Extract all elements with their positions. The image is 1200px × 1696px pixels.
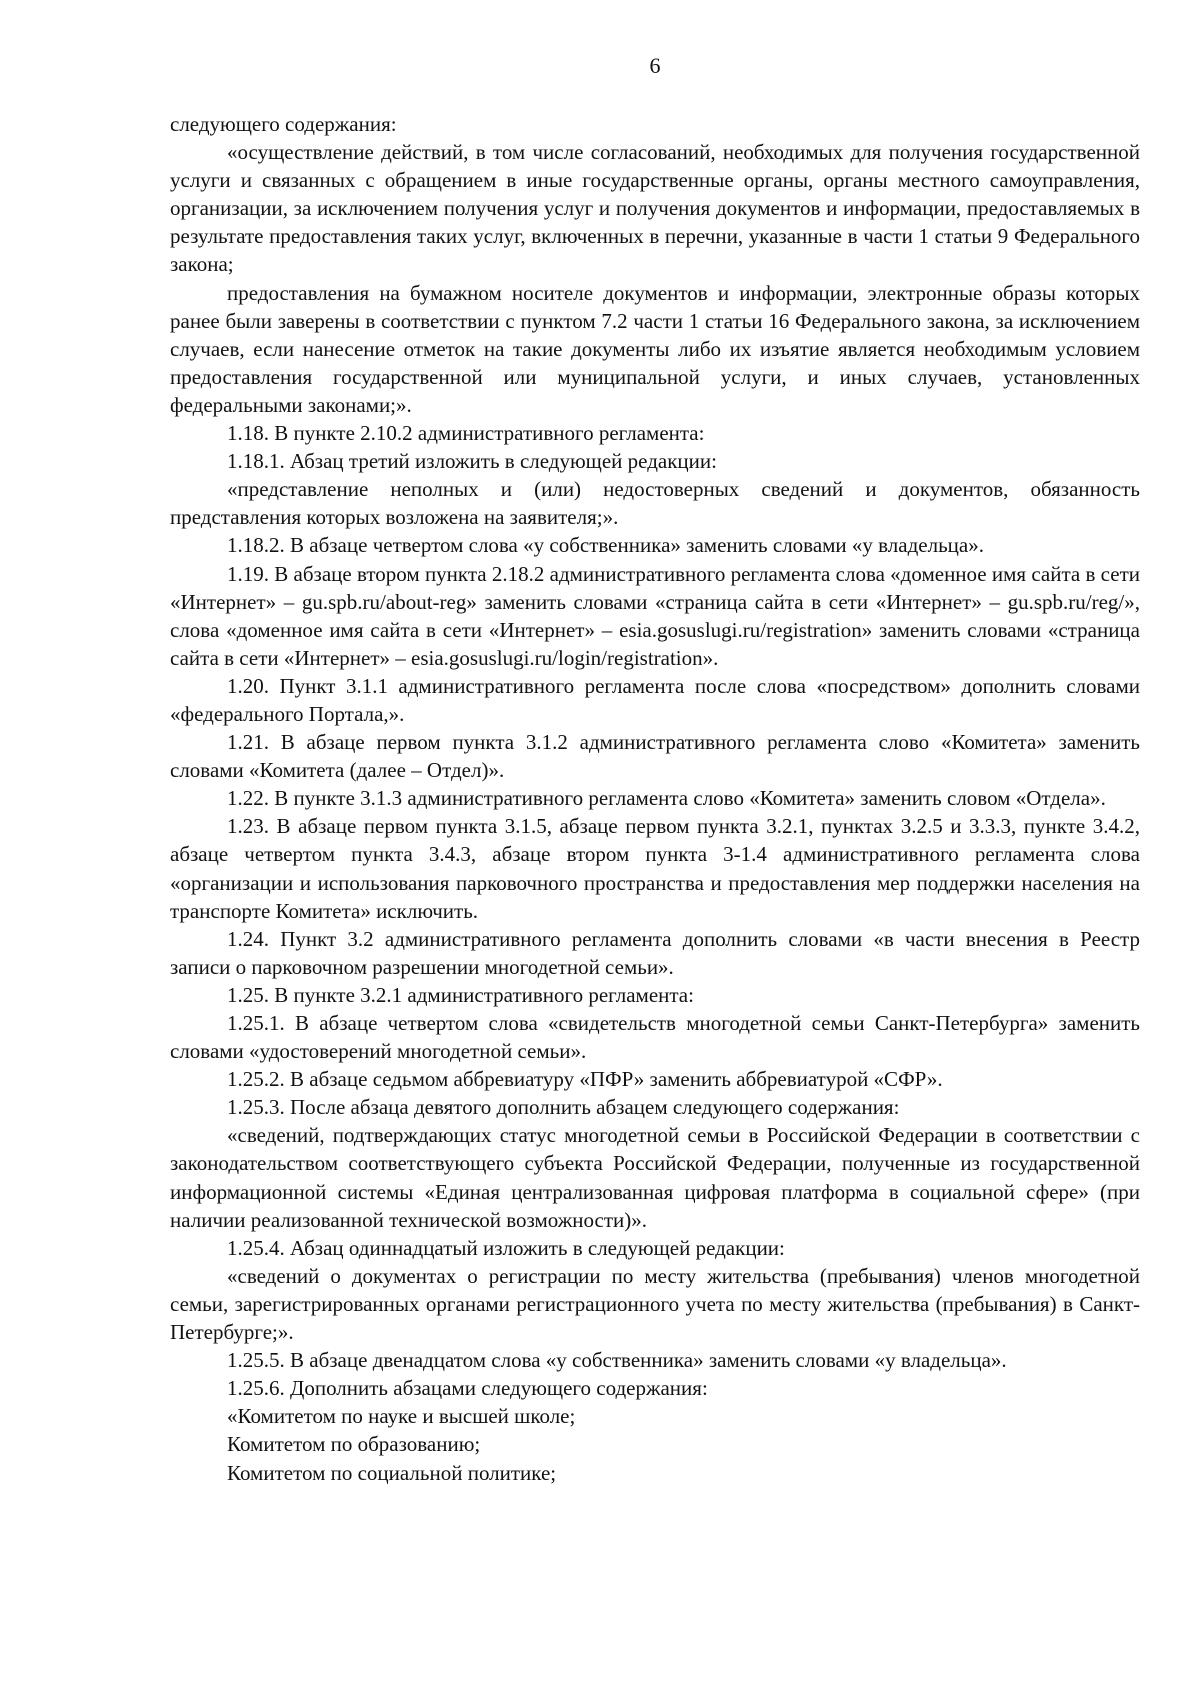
paragraph: «представление неполных и (или) недостоверных сведений и документов, обязанность представления которых возложена на заявителя;». <box>170 477 1140 530</box>
paragraph: 1.20. Пункт 3.1.1 административного регламента после слова «посредством» дополнить словами «федерального Портала,». <box>170 673 1140 726</box>
paragraph: Комитетом по образованию; <box>227 1432 481 1457</box>
paragraph: 1.18. В пункте 2.10.2 административного регламента: <box>227 421 705 446</box>
paragraph: 1.25.6. Дополнить абзацами следующего содержания: <box>227 1376 708 1401</box>
paragraph: «Комитетом по науке и высшей школе; <box>227 1404 576 1429</box>
paragraph: 1.25. В пункте 3.2.1 административного регламента: <box>227 982 694 1007</box>
paragraph: 1.23. В абзаце первом пункта 3.1.5, абзаце первом пункта 3.2.1, пунктах 3.2.5 и 3.3.3, пункте 3.4.2, абзаце четвертом пункта 3.4.3, абзаце втором пункта 3-1.4 административного регламента слова «организации и использования парковочного пространства и предоставления мер поддержки населения на транспорте Комитета» исключить. <box>170 814 1140 923</box>
paragraph: 1.22. В пункте 3.1.3 административного регламента слово «Комитета» заменить словом «Отдела». <box>227 786 1106 811</box>
paragraph: «осуществление действий, в том числе согласований, необходимых для получения государственной услуги и связанных с обращением в иные государственные органы, органы местного самоуправления, организации, за исключением получения услуг и получения документов и информации, предоставляемых в результате предоставления таких услуг, включенных в перечни, указанные в части 1 статьи 9 Федерального закона; <box>170 140 1140 277</box>
paragraph: 1.21. В абзаце первом пункта 3.1.2 административного регламента слово «Комитета» заменить словами «Комитета (далее – Отдел)». <box>170 730 1140 783</box>
paragraph: 1.25.1. В абзаце четвертом слова «свидетельств многодетной семьи Санкт-Петербурга» заменить словами «удостоверений многодетной семьи». <box>170 1011 1140 1064</box>
paragraph: 1.24. Пункт 3.2 административного регламента дополнить словами «в части внесения в Реестр записи о парковочном разрешении многодетной семьи». <box>170 926 1140 979</box>
page-number: 6 <box>649 53 661 78</box>
paragraph: 1.25.2. В абзаце седьмом аббревиатуру «ПФР» заменить аббревиатурой «СФР». <box>227 1067 943 1092</box>
paragraph: 1.18.2. В абзаце четвертом слова «у собственника» заменить словами «у владельца». <box>227 533 984 558</box>
paragraph: 1.25.3. После абзаца девятого дополнить абзацем следующего содержания: <box>227 1095 900 1120</box>
paragraph: 1.25.5. В абзаце двенадцатом слова «у собственника» заменить словами «у владельца». <box>227 1348 1007 1373</box>
paragraph: предоставления на бумажном носителе документов и информации, электронные образы которых ранее были заверены в соответствии с пунктом 7.2 части 1 статьи 16 Федерального закона, за исключением случаев, если нанесение отметок на такие документы либо их изъятие является необходимым условием предоставления государственной или муниципальной услуги, и иных случаев, установленных федеральными законами;». <box>170 280 1140 417</box>
paragraph: Комитетом по социальной политике; <box>227 1460 557 1485</box>
paragraph: следующего содержания: <box>170 112 397 136</box>
document-body <box>170 110 1140 1487</box>
paragraph: 1.18.1. Абзац третий изложить в следующей редакции: <box>227 449 717 474</box>
paragraph: «сведений о документах о регистрации по месту жительства (пребывания) членов многодетной семьи, зарегистрированных органами регистрационного учета по месту жительства (пребывания) в Санкт-Петербурге;». <box>170 1263 1140 1345</box>
paragraph: 1.25.4. Абзац одиннадцатый изложить в следующей редакции: <box>227 1235 785 1260</box>
paragraph: 1.19. В абзаце втором пункта 2.18.2 административного регламента слова «доменное имя сайта в сети «Интернет» – gu.spb.ru/about-reg» заменить словами «страница сайта в сети «Интернет» – gu.spb.ru/reg/», слова «доменное имя сайта в сети «Интернет» – esia.gosuslugi.ru/registration» заменить словами «страница сайта в сети «Интернет» – esia.gosuslugi.ru/login/registration». <box>170 561 1140 670</box>
paragraph: «сведений, подтверждающих статус многодетной семьи в Российской Федерации в соответствии с законодательством соответствующего субъекта Российской Федерации, полученные из государственной информационной системы «Единая централизованная цифровая платформа в социальной сфере» (при наличии реализованной технической возможности)». <box>170 1123 1140 1232</box>
